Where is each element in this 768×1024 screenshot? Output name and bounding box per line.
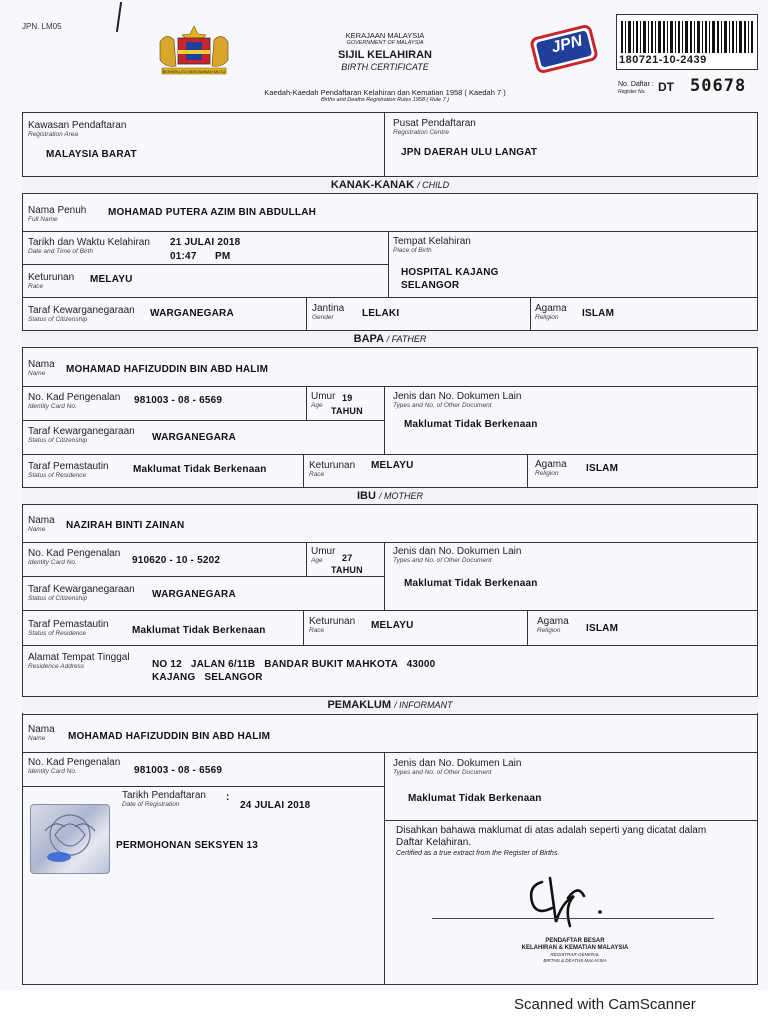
father-race-value: MELAYU [371,460,414,471]
coat-of-arms-icon [148,22,240,87]
barcode-number: 180721-10-2439 [619,54,707,66]
informant-name-sub: Name [28,735,46,742]
child-citizen-sub: Status of Citizenship [28,316,88,323]
mother-race-label: Keturunan [309,616,356,627]
father-residence-sub: Status of Residence [28,472,87,479]
registrar-line3: REGISTRAR-GENERAL [550,952,600,957]
father-age-label: Umur [311,391,336,402]
informant-doc-value: Maklumat Tidak Berkenaan [408,793,542,804]
child-name-value: MOHAMAD PUTERA AZIM BIN ABDULLAH [108,207,317,218]
child-section-header [22,177,758,193]
child-citizen-label: Taraf Kewarganegaraan [28,305,135,316]
mother-section-header [22,488,758,504]
informant-section-english: / INFORMANT [394,700,453,710]
child-pob-label: Tempat Kelahiran [393,236,471,247]
informant-section-title: PEMAKLUM [327,699,391,711]
father-name-value: MOHAMAD HAFIZUDDIN BIN ABD HALIM [66,364,269,375]
father-religion-value: ISLAM [586,463,619,474]
child-dob-date: 21 JULAI 2018 [170,237,241,248]
child-pob-sub: Place of Birth [393,247,432,254]
father-ic-label: No. Kad Pengenalan [28,392,121,403]
child-race-sub: Race [28,283,44,290]
father-ic-value: 981003 - 08 - 6569 [134,395,223,406]
barcode-icon [619,19,755,55]
mother-religion-label: Agama [537,616,569,627]
child-dob-label: Tarikh dan Waktu Kelahiran [28,237,150,248]
registrar-line1: PENDAFTAR BESAR [545,938,605,944]
father-religion-sub: Religion [535,470,559,477]
child-religion-value: ISLAM [582,308,615,319]
mother-religion-sub: Religion [537,627,561,634]
father-age-sub: Age [311,402,323,409]
father-name-label: Nama [28,359,55,370]
mother-section-title: IBU [356,490,376,502]
form-code: JPN. LM05 [22,22,62,31]
mother-section-english: / MOTHER [379,491,423,501]
child-dob-ampm: PM [215,251,231,262]
mother-age-sub: Age [311,557,323,564]
father-age-unit: TAHUN [331,406,363,416]
certification-english: Certified as a true extract from the Register of Births. [396,850,560,857]
mother-address-line1: NO 12 JALAN 6/11B BANDAR BUKIT MAHKOTA 43000 [152,659,436,670]
father-section-english: / FATHER [386,334,427,344]
child-gender-sub: Gender [312,314,334,321]
mother-race-sub: Race [309,627,325,634]
child-gender-label: Jantina [312,303,345,314]
scanner-watermark: Scanned with CamScanner [514,996,696,1013]
child-name-label: Nama Penuh [28,205,87,216]
child-religion-sub: Religion [535,314,559,321]
registration-centre-label: Pusat Pendaftaran [393,118,476,129]
mother-residence-label: Taraf Pemastautin [28,619,109,630]
father-race-label: Keturunan [309,460,356,471]
child-dob-sub: Date and Time of Birth [28,248,93,255]
father-section-title: BAPA [353,333,384,345]
child-dob-time: 01:47 [170,251,197,262]
registration-centre-sub: Registration Centre [393,129,449,136]
mother-citizen-label: Taraf Kewarganegaraan [28,584,135,595]
child-race-label: Keturunan [28,272,75,283]
mother-citizen-sub: Status of Citizenship [28,595,88,602]
child-section-english: / CHILD [417,180,450,190]
father-residence-value: Maklumat Tidak Berkenaan [133,464,267,475]
child-religion-label: Agama [535,303,567,314]
father-citizen-label: Taraf Kewarganegaraan [28,426,135,437]
informant-doc-sub: Types and No. of Other Document [393,769,492,776]
signature-icon [520,868,610,937]
mother-address-label: Alamat Tempat Tinggal [28,652,130,663]
mother-ic-label: No. Kad Pengenalan [28,548,121,559]
gov-english: GOVERNMENT OF MALAYSIA [346,40,424,46]
register-no-label: No. Daftar : [618,81,654,88]
gov-malay: KERAJAAN MALAYSIA [345,31,425,40]
informant-name-value: MOHAMAD HAFIZUDDIN BIN ABD HALIM [68,731,271,742]
mother-citizen-value: WARGANEGARA [152,589,236,600]
mother-name-value: NAZIRAH BINTI ZAINAN [66,520,185,531]
father-doc-sub: Types and No. of Other Document [393,402,492,409]
informant-doc-label: Jenis dan No. Dokumen Lain [393,758,522,769]
child-name-sub: Full Name [28,216,58,223]
registration-date-label: Tarikh Pendaftaran [122,790,206,801]
registrar-line2: KELAHIRAN & KEMATIAN MALAYSIA [521,945,629,951]
mother-age-unit: TAHUN [331,565,363,575]
rules-english: Births and Deaths Registration Rules 1958 ( Rule 7 ) [320,97,450,103]
informant-name-label: Nama [28,724,55,735]
mother-address-sub: Residence Address [28,663,85,670]
informant-ic-value: 981003 - 08 - 6569 [134,765,223,776]
register-no-sub: Register No. [618,89,646,95]
father-doc-value: Maklumat Tidak Berkenaan [404,419,538,430]
jpn-logo-icon [526,18,602,80]
father-residence-label: Taraf Pemastautin [28,461,109,472]
mother-residence-sub: Status of Residence [28,630,87,637]
registration-date-colon: : [226,792,230,803]
mother-doc-value: Maklumat Tidak Berkenaan [404,578,538,589]
mother-name-sub: Name [28,526,46,533]
mother-religion-value: ISLAM [586,623,619,634]
barcode-box [616,14,758,70]
mother-age-value: 27 [342,553,353,563]
registration-area-value: MALAYSIA BARAT [46,149,137,160]
certification-malay-line1: Disahkan bahawa maklumat di atas adalah seperti yang dicatat dalam [396,825,707,836]
mother-age-label: Umur [311,546,336,557]
child-citizen-value: WARGANEGARA [150,308,234,319]
father-citizen-value: WARGANEGARA [152,432,236,443]
father-name-sub: Name [28,370,46,377]
serial-number: 50678 [690,76,747,96]
title-english: BIRTH CERTIFICATE [341,62,429,72]
father-race-sub: Race [309,471,325,478]
title-malay: SIJIL KELAHIRAN [338,49,432,61]
registration-date-value: 24 JULAI 2018 [240,800,311,811]
father-religion-label: Agama [535,459,567,470]
informant-section-header [22,697,758,713]
serial-prefix: DT [658,80,674,94]
rules-malay: Kaedah-Kaedah Pendaftaran Kelahiran dan Kematian 1958 ( Kaedah 7 ) [264,88,506,97]
father-age-value: 19 [342,393,353,403]
registration-area-sub: Registration Area [28,131,78,138]
father-citizen-sub: Status of Citizenship [28,437,88,444]
jpn-logo-text: JPN [549,32,585,57]
svg-text:BERSEKUTU BERTAMBAH MUTU: BERSEKUTU BERTAMBAH MUTU [162,69,226,74]
informant-ic-label: No. Kad Pengenalan [28,757,121,768]
mother-name-label: Nama [28,515,55,526]
mother-residence-value: Maklumat Tidak Berkenaan [132,625,266,636]
child-pob-line1: HOSPITAL KAJANG [401,267,499,278]
child-race-value: MELAYU [90,274,133,285]
mother-address-line2: KAJANG SELANGOR [152,672,263,683]
registration-date-sub: Date of Registration [122,801,180,808]
hologram-seal-icon [30,804,110,874]
mother-doc-label: Jenis dan No. Dokumen Lain [393,546,522,557]
certification-malay-line2: Daftar Kelahiran. [396,837,472,848]
father-section-header [22,331,758,347]
mother-ic-value: 910620 - 10 - 5202 [132,555,221,566]
mother-doc-sub: Types and No. of Other Document [393,557,492,564]
mother-ic-sub: Identity Card No. [28,559,77,566]
father-doc-label: Jenis dan No. Dokumen Lain [393,391,522,402]
registration-area-label: Kawasan Pendaftaran [28,120,127,131]
registrar-line4: BIRTHS & DEATHS MALAYSIA [543,958,607,963]
application-value: PERMOHONAN SEKSYEN 13 [116,840,259,851]
informant-ic-sub: Identity Card No. [28,768,77,775]
child-pob-line2: SELANGOR [401,280,460,291]
child-section-title: KANAK-KANAK [330,179,415,191]
registration-centre-value: JPN DAERAH ULU LANGAT [401,147,538,158]
father-ic-sub: Identity Card No. [28,403,77,410]
child-gender-value: LELAKI [362,308,400,319]
mother-race-value: MELAYU [371,620,414,631]
pen-mark [116,2,122,32]
